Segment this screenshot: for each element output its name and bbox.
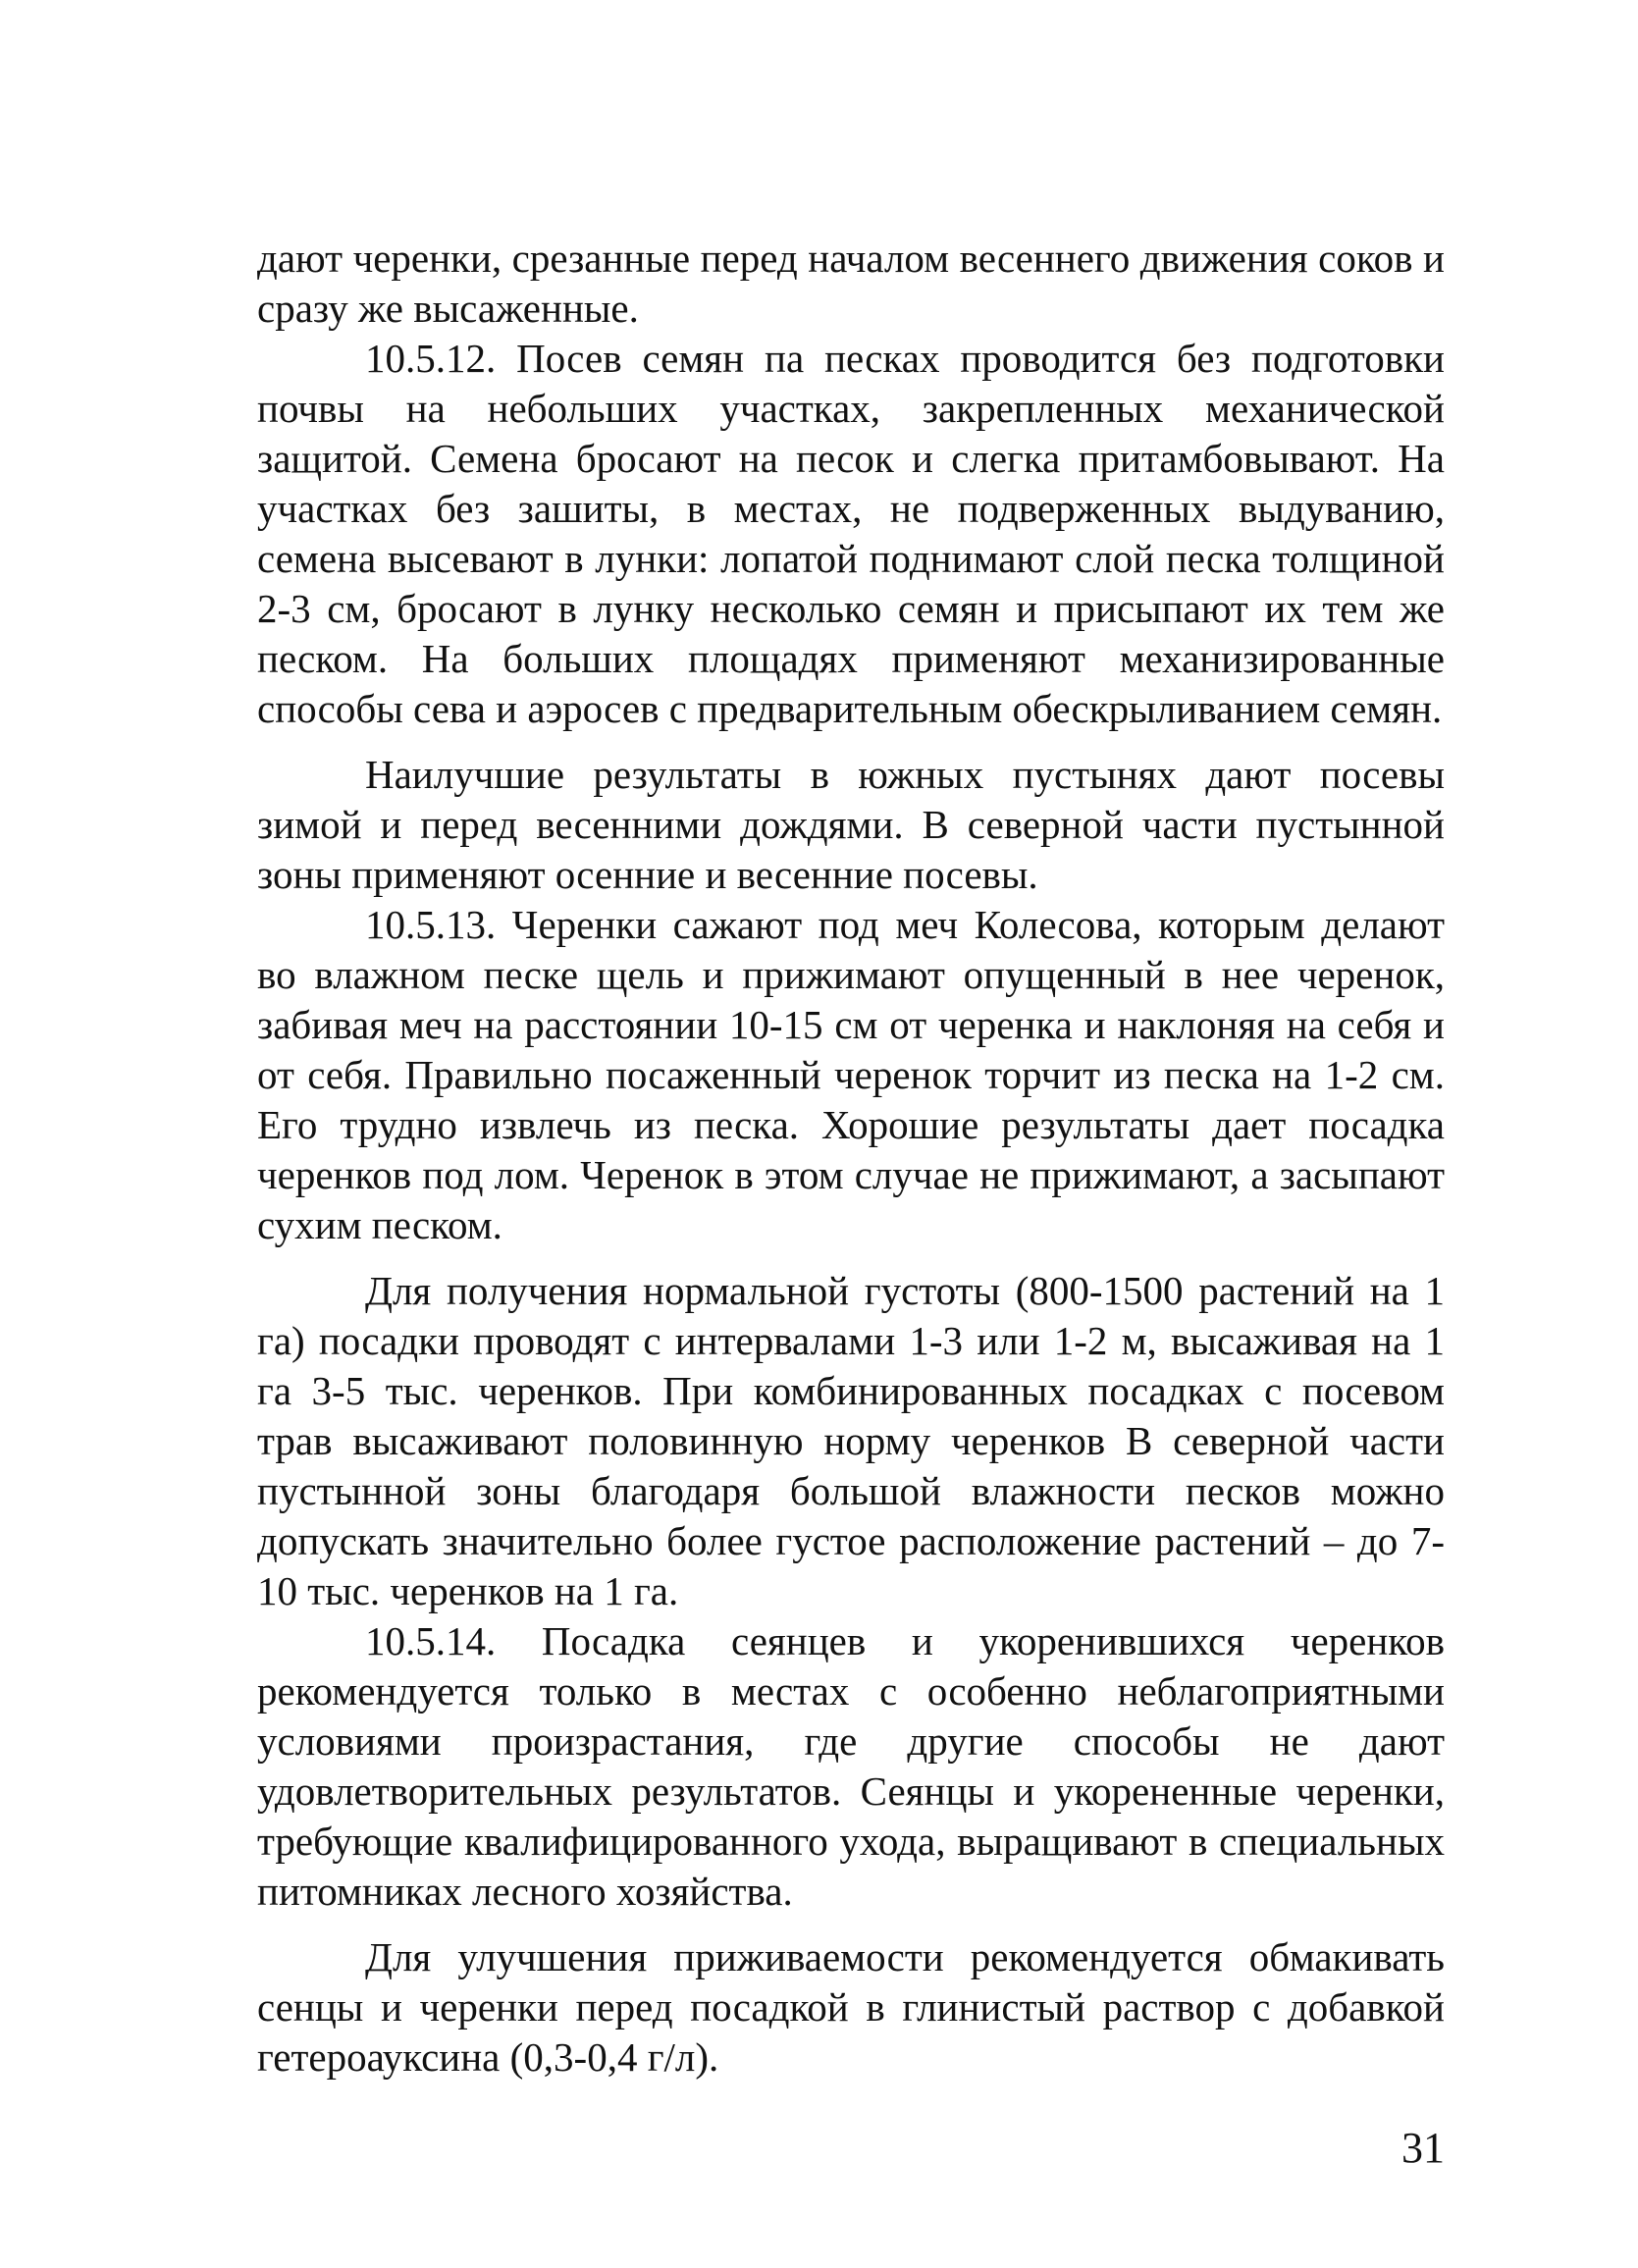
page-number: 31 (1401, 2124, 1445, 2172)
paragraph-best-results: Наилучшие результаты в южных пустынях дают посевы зимой и перед весенними дождями. В северной части пустынной зоны применяют осенние и весенние посевы. (257, 752, 1445, 897)
paragraph-10-5-14: 10.5.14. Посадка сеянцев и укоренившихся черенков рекомендуется только в местах с особенно неблагоприятными условиями произрастания, где другие способы не дают удовлетворительных результатов. Сеянцы и укорененные черенки, требующие квалифицированного ухода, выращивают в специальных питомниках лесного хозяйства. (257, 1618, 1445, 1914)
paragraph-10-5-12: 10.5.12. Посев семян па песках проводится без подготовки почвы на небольших участках, закрепленных механической защитой. Семена бросают на песок и слегка притамбовывают. На участках без зашиты, в местах, не подверженных выдуванию, семена высевают в лунки: лопатой поднимают слой песка толщиной 2-3 см, бросают в лунку несколько семян и присыпают их тем же песком. На больших площадях применяют механизированные способы сева и аэросев с предварительным обескрыливанием семян. (257, 336, 1445, 731)
body-text (257, 234, 1445, 2083)
paragraph-survival: Для улучшения приживаемости рекомендуется обмакивать сенцы и черенки перед посадкой в глинистый раствор с добавкой гетероауксина (0,3-0,4 г/л). (257, 1934, 1445, 2080)
paragraph-continuation: дают черенки, срезанные перед началом весеннего движения соков и сразу же высаженные. (257, 236, 1445, 331)
paragraph-density: Для получения нормальной густоты (800-1500 растений на 1 га) посадки проводят с интервалами 1-3 или 1-2 м, высаживая на 1 га 3-5 тыс. черенков. При комбинированных посадках с посевом трав высаживают половинную норму черенков В северной части пустынной зоны благодаря большой влажности песков можно допускать значительно более густое расположение растений – до 7-10 тыс. черенков на 1 га. (257, 1268, 1445, 1613)
paragraph-10-5-13: 10.5.13. Черенки сажают под меч Колесова, которым делают во влажном песке щель и прижимают опущенный в нее черенок, забивая меч на расстоянии 10-15 см от черенка и наклоняя на себя и от себя. Правильно посаженный черенок торчит из песка на 1-2 см. Его трудно извлечь из песка. Хорошие результаты дает посадка черенков под лом. Черенок в этом случае не прижимают, а засыпают сухим песком. (257, 902, 1445, 1247)
